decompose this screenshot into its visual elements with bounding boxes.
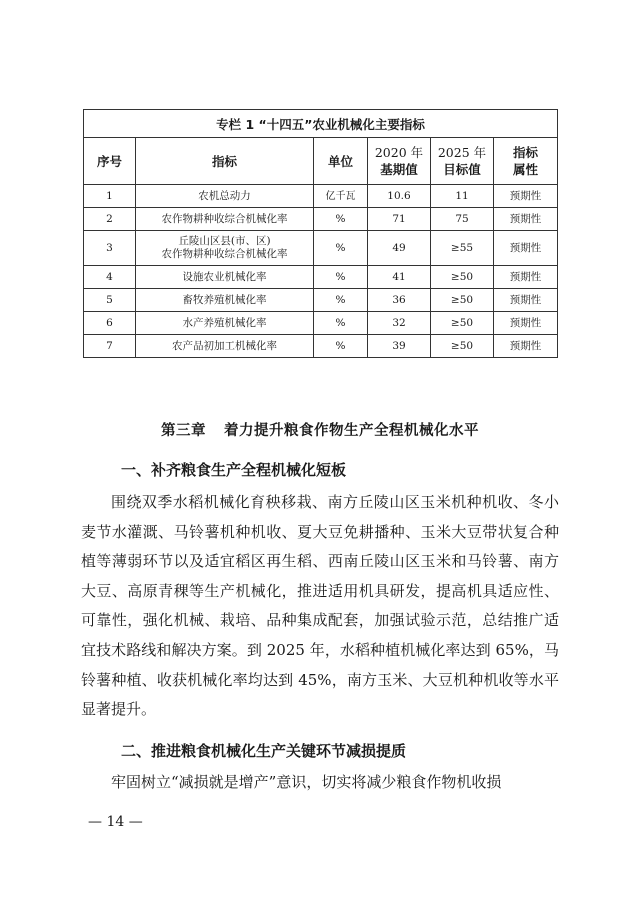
header-attribute: [494, 138, 558, 185]
cell-attribute: 预期性: [494, 231, 558, 266]
table-row: [84, 335, 558, 358]
header-target: [431, 138, 494, 185]
header-target-label: 目标值: [443, 162, 481, 177]
header-baseline-year: 2020 年: [374, 145, 424, 160]
cell-target: 11: [431, 185, 494, 208]
cell-target: ≥50: [431, 266, 494, 289]
header-baseline: [368, 138, 431, 185]
cell-unit: %: [314, 231, 368, 266]
cell-target: ≥50: [431, 312, 494, 335]
cell-target: ≥50: [431, 289, 494, 312]
cell-unit: %: [314, 266, 368, 289]
table-row: [84, 208, 558, 231]
indicators-table: [83, 109, 558, 358]
section-paragraph-2: 牢固树立“减损就是增产”意识，切实将减少粮食作物机收损: [111, 773, 502, 791]
cell-baseline: 10.6: [368, 185, 431, 208]
cell-attribute: 预期性: [494, 289, 558, 312]
table-row: [84, 231, 558, 266]
cell-no: 1: [84, 185, 136, 208]
cell-indicator: 水产养殖机械化率: [136, 312, 314, 335]
cell-attribute: 预期性: [494, 185, 558, 208]
cell-baseline: 49: [368, 231, 431, 266]
header-no: 序号: [84, 138, 136, 185]
cell-unit: %: [314, 312, 368, 335]
table-header-row: [84, 138, 558, 185]
cell-unit: %: [314, 208, 368, 231]
page-number: — 14 —: [88, 814, 143, 830]
header-attribute-line1: 指标: [513, 145, 539, 160]
cell-unit: %: [314, 335, 368, 358]
cell-baseline: 41: [368, 266, 431, 289]
cell-indicator: 畜牧养殖机械化率: [136, 289, 314, 312]
section-heading-1: 一、补齐粮食生产全程机械化短板: [121, 461, 347, 479]
cell-indicator: 农作物耕种收综合机械化率: [136, 208, 314, 231]
header-attribute-line2: 属性: [513, 162, 539, 177]
cell-indicator-line2: 农作物耕种收综合机械化率: [161, 248, 288, 260]
table-row: [84, 185, 558, 208]
cell-attribute: 预期性: [494, 312, 558, 335]
cell-indicator: 农产品初加工机械化率: [136, 335, 314, 358]
table-row: [84, 289, 558, 312]
cell-target: ≥55: [431, 231, 494, 266]
cell-attribute: 预期性: [494, 266, 558, 289]
header-unit: 单位: [314, 138, 368, 185]
chapter-number: 第三章: [161, 423, 206, 439]
cell-baseline: 39: [368, 335, 431, 358]
section-paragraph-1: 围绕双季水稻机械化育秧移栽、南方丘陵山区玉米机种机收、冬小麦节水灌溉、马铃薯机种机收、夏大豆免耕播种、玉米大豆带状复合种植等薄弱环节以及适宜稻区再生稻、西南丘陵山区玉米和马铃薯、南方大豆、高原青稞等生产机械化，推进适用机具研发，提高机具适应性、可靠性，强化机械、栽培、品种集成配套，加强试验示范，总结推广适宜技术路线和解决方案。到 2025 年，水稻种植机械化率达到 65%，马铃薯种植、收获机械化率均达到 45%，南方玉米、大豆机种机收等水平显著提升。: [81, 493, 559, 719]
cell-no: 2: [84, 208, 136, 231]
cell-indicator: 设施农业机械化率: [136, 266, 314, 289]
cell-no: 5: [84, 289, 136, 312]
cell-target: ≥50: [431, 335, 494, 358]
cell-target: 75: [431, 208, 494, 231]
header-indicator: 指标: [136, 138, 314, 185]
header-baseline-label: 基期值: [380, 162, 418, 177]
cell-indicator: [136, 231, 314, 266]
section-heading-2: 二、推进粮食机械化生产关键环节减损提质: [121, 742, 407, 760]
cell-indicator-line1: 丘陵山区县(市、区): [178, 235, 271, 247]
cell-no: 6: [84, 312, 136, 335]
cell-no: 7: [84, 335, 136, 358]
table-caption: 专栏 1 “十四五”农业机械化主要指标: [84, 110, 558, 138]
chapter-title: [0, 419, 640, 440]
table-row: [84, 312, 558, 335]
cell-indicator: 农机总动力: [136, 185, 314, 208]
cell-no: 3: [84, 231, 136, 266]
cell-baseline: 71: [368, 208, 431, 231]
table-row: [84, 266, 558, 289]
cell-unit: %: [314, 289, 368, 312]
cell-no: 4: [84, 266, 136, 289]
cell-attribute: 预期性: [494, 335, 558, 358]
cell-unit: 亿千瓦: [314, 185, 368, 208]
cell-baseline: 32: [368, 312, 431, 335]
cell-attribute: 预期性: [494, 208, 558, 231]
chapter-heading: 着力提升粮食作物生产全程机械化水平: [224, 423, 479, 439]
cell-baseline: 36: [368, 289, 431, 312]
header-target-year: 2025 年: [437, 145, 487, 160]
